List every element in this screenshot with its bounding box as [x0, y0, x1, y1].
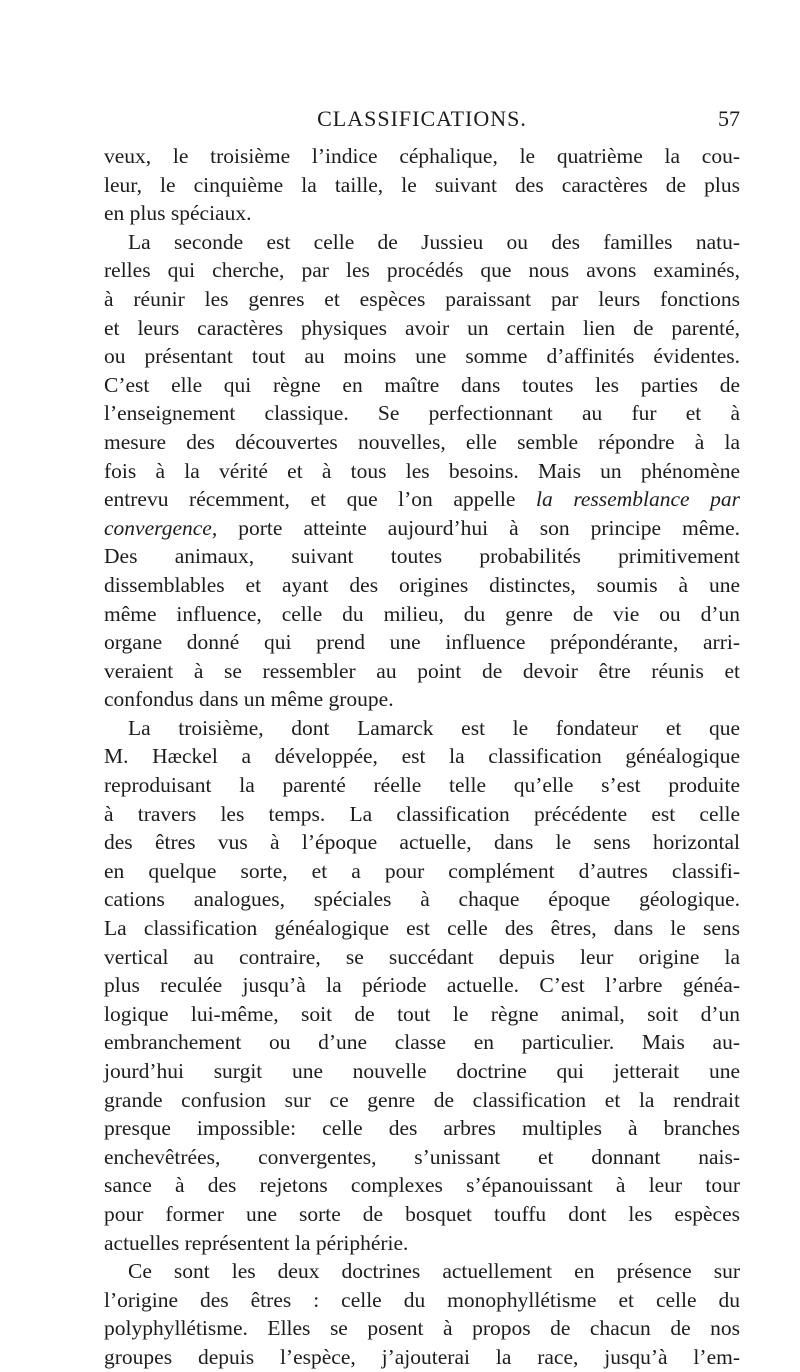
- body-text: [104, 142, 740, 1372]
- text-line: embranchement ou d’une classe en particulier. Mais au-: [104, 1030, 740, 1055]
- text-line: en plus spéciaux.: [104, 201, 252, 226]
- text-line: Des animaux, suivant toutes probabilités primitivement: [104, 544, 740, 569]
- text-line: grande confusion sur ce genre de classification et la rendrait: [104, 1087, 740, 1112]
- text-line: et leurs caractères physiques avoir un certain lien de parenté,: [104, 315, 740, 340]
- paragraph-first-line: Ce sont les deux doctrines actuellement en présence sur: [128, 1259, 740, 1284]
- text-run: porte atteinte aujourd’hui à son principe même.: [217, 515, 740, 540]
- text-line: plus reculée jusqu’à la période actuelle. C’est l’arbre généa-: [104, 973, 740, 998]
- text-line: jourd’hui surgit une nouvelle doctrine qui jetterait une: [104, 1059, 740, 1083]
- text-line: veraient à se ressembler au point de devoir être réunis et: [104, 658, 740, 683]
- text-line: enchevêtrées, convergentes, s’unissant et donnant nais-: [104, 1144, 740, 1169]
- text-line: leur, le cinquième la taille, le suivant des caractères de plus: [104, 172, 740, 197]
- text-line: fois à la vérité et à tous les besoins. Mais un phénomène: [104, 458, 740, 483]
- paragraph-first-line: La troisième, dont Lamarck est le fondateur et que: [128, 715, 740, 740]
- paragraph-first-line: La seconde est celle de Jussieu ou des familles natu-: [128, 229, 740, 254]
- text-line: logique lui-même, soit de tout le règne animal, soit d’un: [104, 1001, 740, 1026]
- text-line: des êtres vus à l’époque actuelle, dans le sens horizontal: [104, 830, 740, 855]
- running-title: CLASSIFICATIONS.: [317, 106, 527, 131]
- text-line-with-italic: [104, 485, 740, 514]
- text-line: en quelque sorte, et a pour complément d’autres classifi-: [104, 858, 740, 883]
- text-line: reproduisant la parenté réelle telle qu’elle s’est produite: [104, 773, 740, 798]
- text-line: polyphyllétisme. Elles se posent à propos de chacun de nos: [104, 1316, 740, 1341]
- text-line: actuelles représentent la périphérie.: [104, 1230, 409, 1255]
- text-line: La classification généalogique est celle des êtres, dans le sens: [104, 916, 740, 941]
- text-line: vertical au contraire, se succédant depuis leur origine la: [104, 944, 740, 969]
- italic-term: la ressemblance par: [536, 487, 740, 512]
- text-line: l’origine des êtres : celle du monophyllétisme et celle du: [104, 1287, 740, 1312]
- page-number: 57: [718, 106, 740, 131]
- text-line: M. Hæckel a développée, est la classification généalogique: [104, 744, 740, 769]
- text-line: cations analogues, spéciales à chaque époque géologique.: [104, 887, 740, 912]
- text-line: groupes depuis l’espèce, j’ajouterai la race, jusqu’à l’em-: [104, 1344, 740, 1369]
- italic-term: convergence,: [104, 515, 218, 540]
- text-line: organe donné qui prend une influence prépondérante, arri-: [104, 630, 740, 655]
- text-line: ou présentant tout au moins une somme d’affinités évidentes.: [104, 344, 740, 369]
- text-line: à travers les temps. La classification précédente est celle: [104, 801, 740, 826]
- text-line: même influence, celle du milieu, du genre de vie ou d’un: [104, 601, 740, 626]
- text-line: l’enseignement classique. Se perfectionnant au fur et à: [104, 401, 740, 426]
- text-line-with-italic: [104, 514, 740, 543]
- text-line: sance à des rejetons complexes s’épanouissant à leur tour: [104, 1173, 740, 1198]
- text-line: relles qui cherche, par les procédés que nous avons examinés,: [104, 258, 740, 283]
- running-head: [104, 106, 740, 136]
- text-run: entrevu récemment, et que l’on appelle: [104, 487, 537, 512]
- text-line: mesure des découvertes nouvelles, elle semble répondre à la: [104, 429, 740, 454]
- text-line: dissemblables et ayant des origines distinctes, soumis à une: [104, 572, 740, 597]
- text-line: pour former une sorte de bosquet touffu dont les espèces: [104, 1201, 740, 1226]
- text-line: confondus dans un même groupe.: [104, 687, 394, 712]
- text-line: à réunir les genres et espèces paraissant par leurs fonctions: [104, 286, 740, 311]
- text-line: presque impossible: celle des arbres multiples à branches: [104, 1116, 740, 1141]
- text-line: C’est elle qui règne en maître dans toutes les parties de: [104, 372, 740, 397]
- text-line: veux, le troisième l’indice céphalique, le quatrième la cou-: [104, 144, 740, 168]
